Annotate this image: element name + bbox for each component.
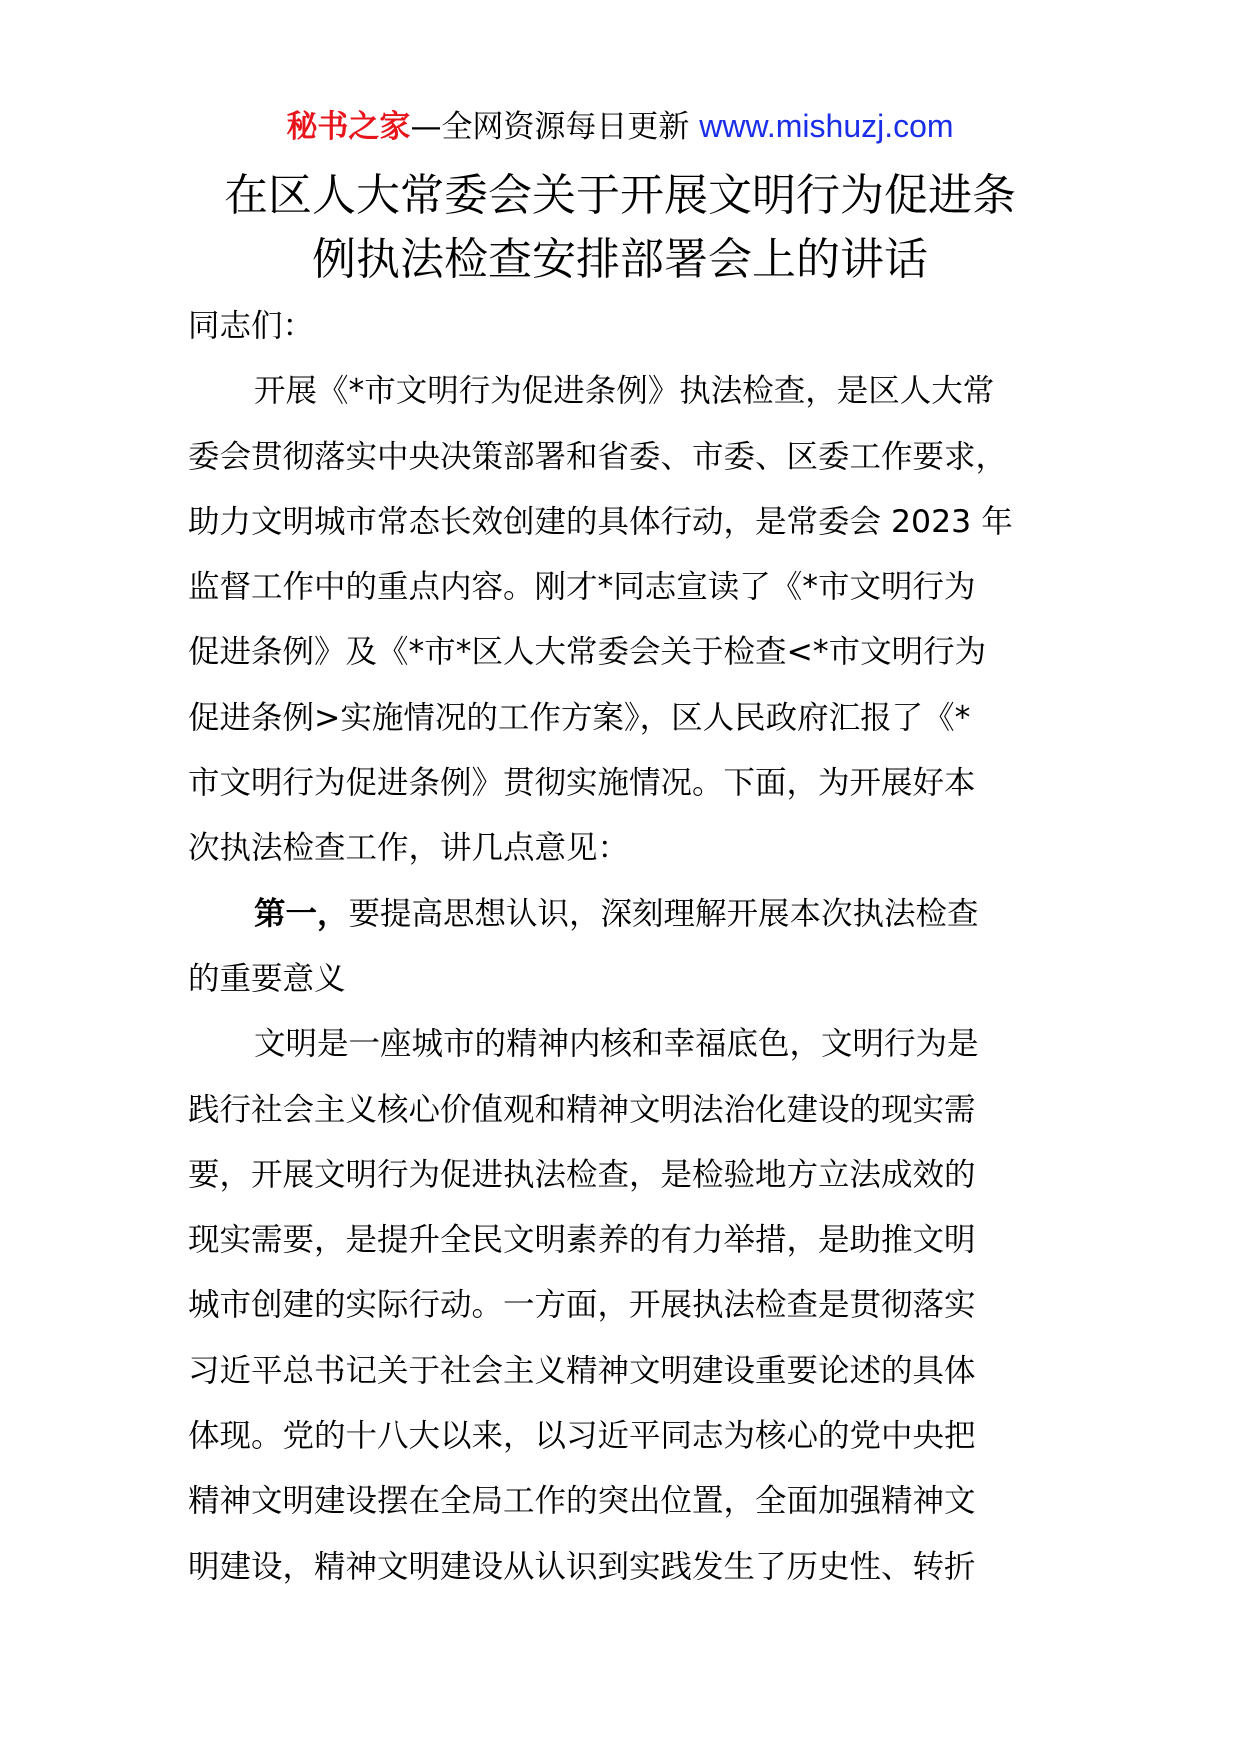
paragraph-line: 现实需要，是提升全民文明素养的有力举措，是助推文明 [188, 1222, 976, 1259]
document-body [188, 294, 1058, 1600]
salutation: 同志们： [188, 308, 315, 344]
brand-name: 秘书之家 [286, 109, 411, 145]
section-heading-text: 要提高思想认识，深刻理解开展本次执法检查 [348, 895, 979, 932]
paragraph-line: 次执法检查工作，讲几点意见： [188, 830, 630, 867]
paragraph-line: 精神文明建设摆在全局工作的突出位置，全面加强精神文 [188, 1483, 976, 1520]
paragraph-line: 市文明行为促进条例》贯彻实施情况。下面，为开展好本 [188, 765, 976, 802]
title-line-1: 在区人大常委会关于开展文明行为促进条 [224, 170, 1016, 221]
site-header [0, 104, 1240, 149]
paragraph-line: 文明是一座城市的精神内核和幸福底色，文明行为是 [254, 1026, 979, 1063]
paragraph-line: 城市创建的实际行动。一方面，开展执法检查是贯彻落实 [188, 1287, 976, 1324]
paragraph-line: 促进条例>实施情况的工作方案》，区人民政府汇报了《* [188, 699, 971, 736]
title-line-2: 例执法检查安排部署会上的讲话 [312, 234, 928, 285]
site-url-link[interactable]: www.mishuzj.com [699, 108, 954, 144]
paragraph-line: 开展《*市文明行为促进条例》执法检查，是区人大常 [254, 373, 995, 410]
section-heading-1 [188, 882, 1058, 947]
section-heading-lead: 第一， [254, 895, 349, 932]
paragraph-line: 明建设，精神文明建设从认识到实践发生了历史性、转折 [188, 1548, 976, 1585]
paragraph-line: 体现。党的十八大以来，以习近平同志为核心的党中央把 [188, 1418, 976, 1455]
section-heading-continuation: 的重要意义 [188, 960, 346, 997]
paragraph-line: 要，开展文明行为促进执法检查，是检验地方立法成效的 [188, 1156, 976, 1193]
paragraph-line: 促进条例》及《*市*区人大常委会关于检查<*市文明行为 [188, 634, 987, 671]
paragraph-line: 助力文明城市常态长效创建的具体行动，是常委会 2023 年 [188, 503, 1013, 540]
header-tagline: —全网资源每日更新 [410, 109, 700, 145]
document-title [150, 164, 1090, 292]
paragraph-line: 习近平总书记关于社会主义精神文明建设重要论述的具体 [188, 1352, 976, 1389]
paragraph-line: 监督工作中的重点内容。刚才*同志宣读了《*市文明行为 [188, 569, 976, 606]
paragraph-line: 委会贯彻落实中央决策部署和省委、市委、区委工作要求， [188, 438, 1008, 475]
paragraph-line: 践行社会主义核心价值观和精神文明法治化建设的现实需 [188, 1091, 976, 1128]
